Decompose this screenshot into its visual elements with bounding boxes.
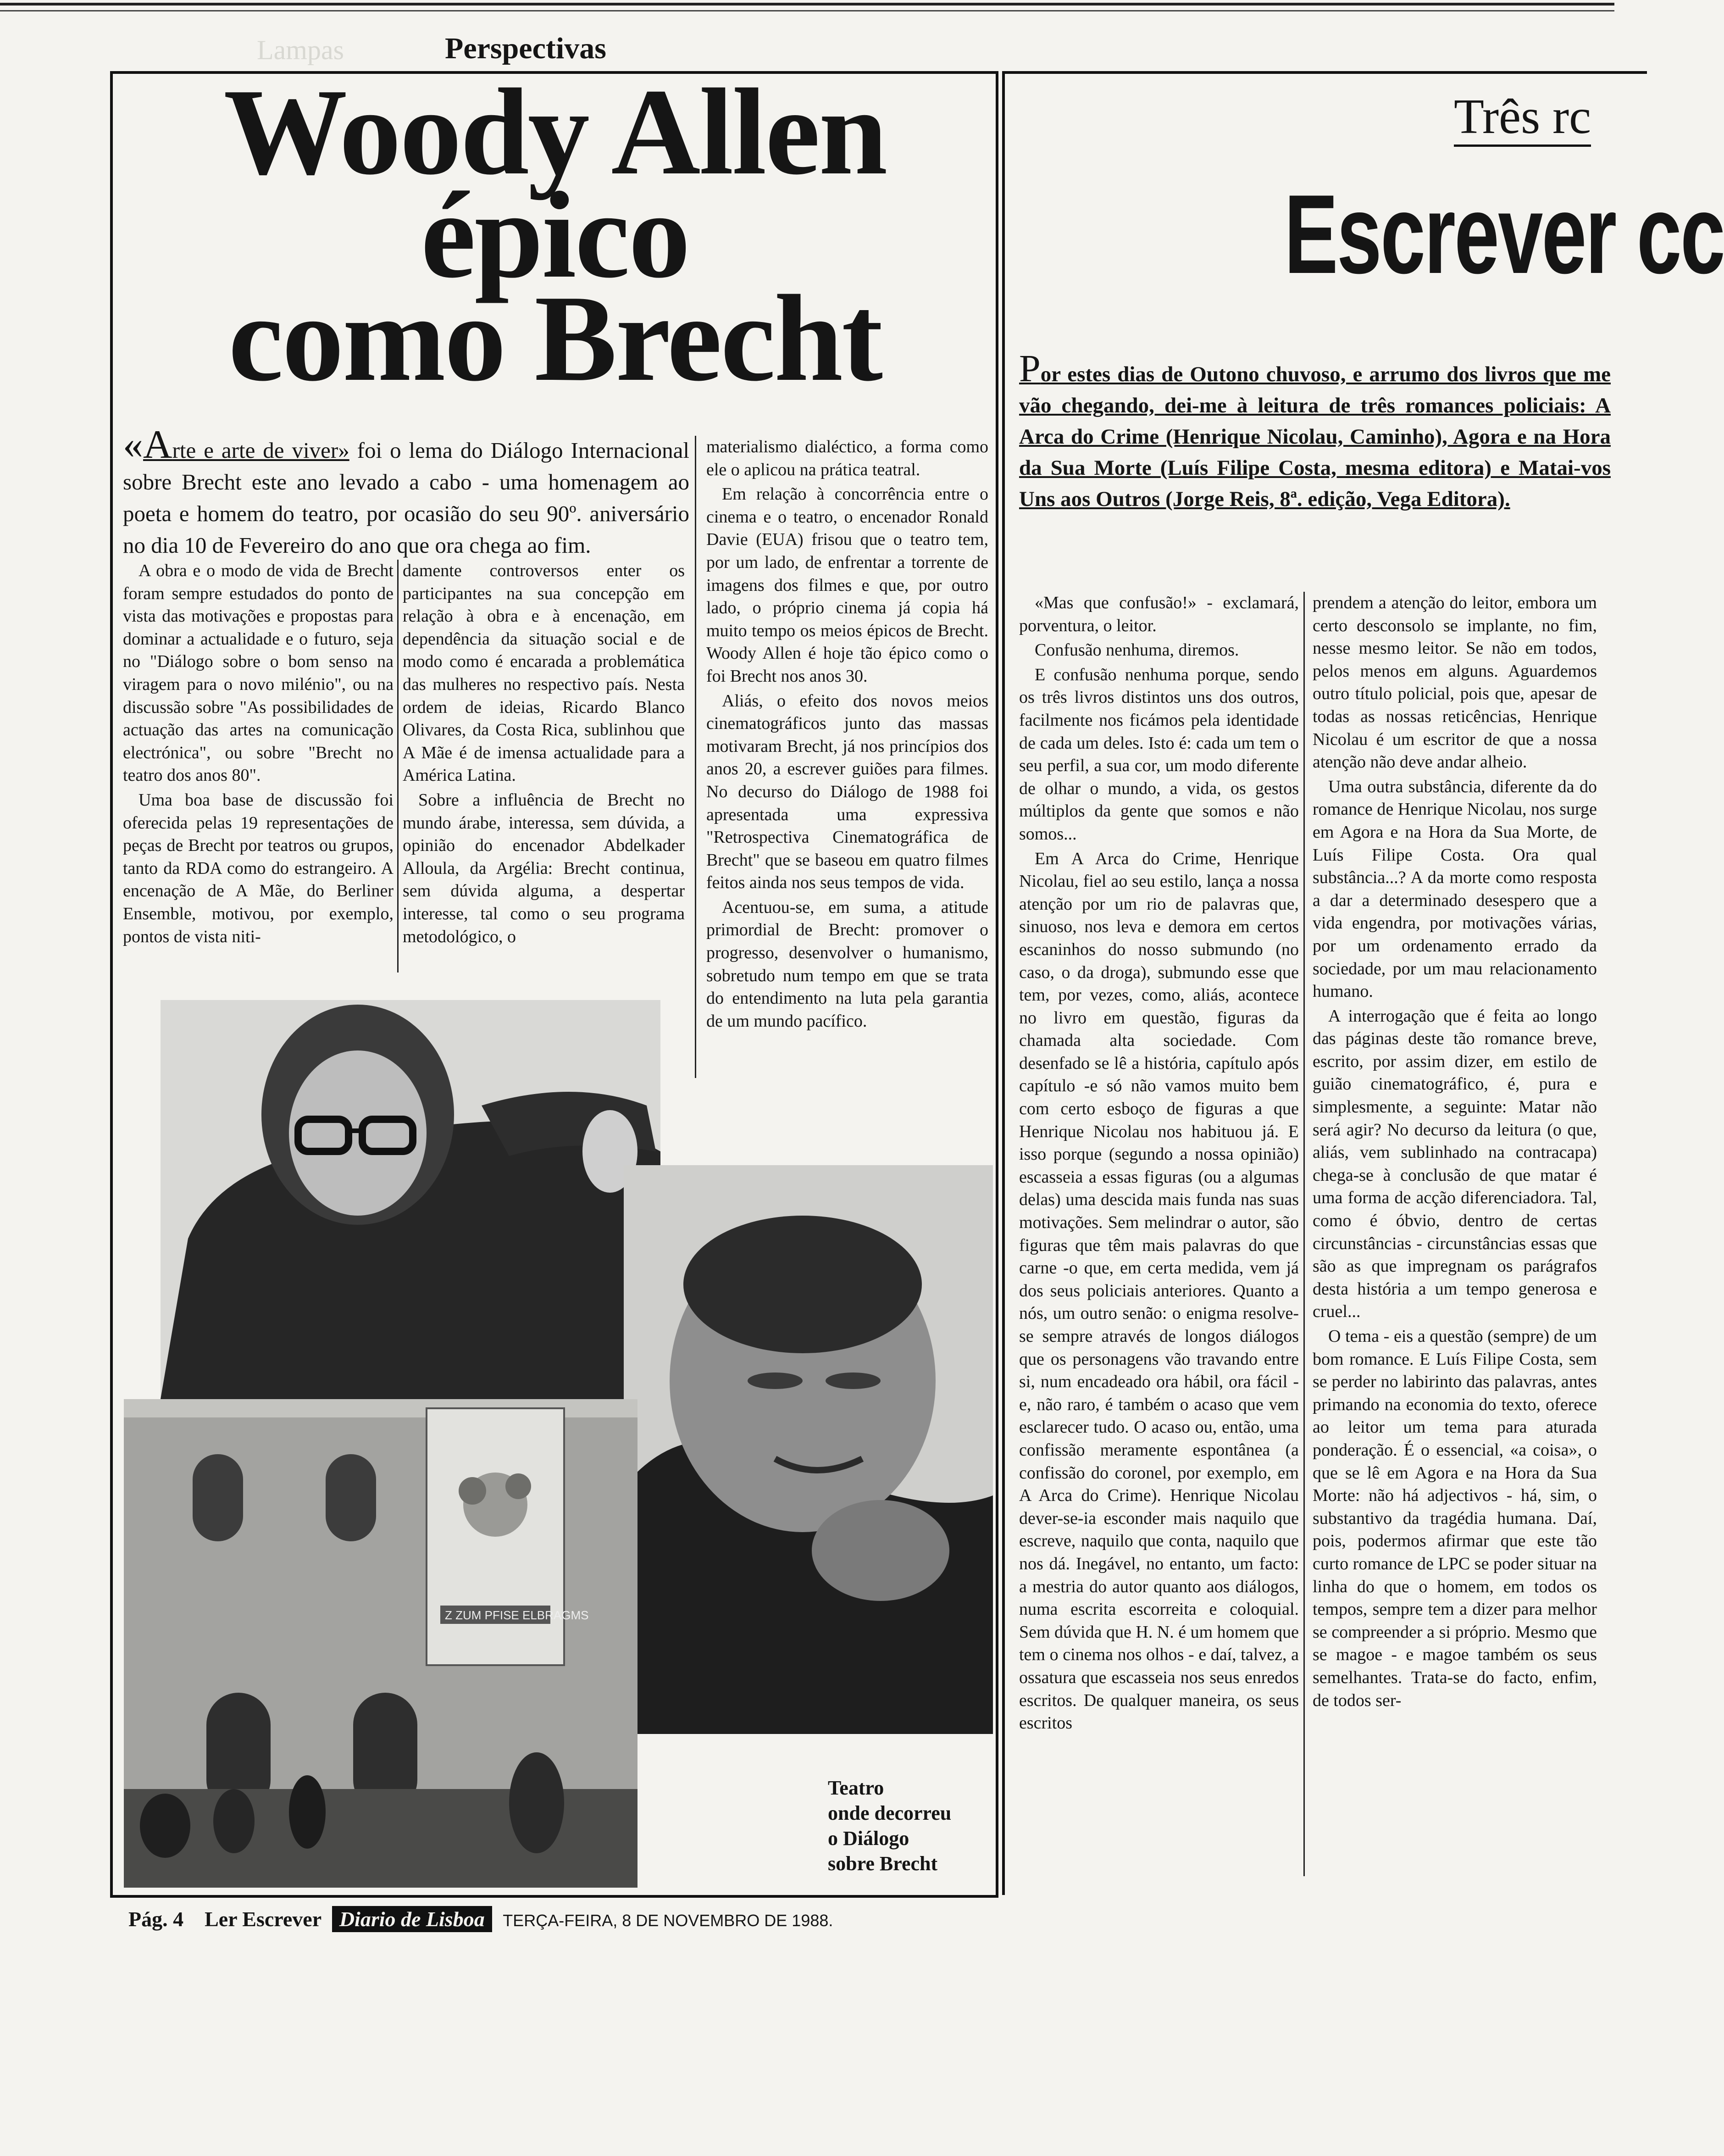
right-lead-paragraph [1019, 347, 1611, 515]
left-column-1 [123, 560, 394, 950]
body-paragraph: A interrogação que é feita ao longo das páginas deste tão romance breve, escrito, por assim dizer, em estilo de guião cinematográfico, é, pura e simplesmente, a seguinte: Matar não será agir? No decurso da leitura (o que, aliás, vem sublinhado na contracapa) chega-se à conclusão de que matar é uma forma de acção diferenciadora. Tal, como é óbvio, dentro de certas circunstâncias - circunstâncias essas que são as que impregnam os parágrafos desta história a um tempo generosa e cruel... [1313, 1006, 1597, 1322]
lead-open-quote: « [123, 422, 143, 467]
left-lead-paragraph [123, 422, 689, 561]
issue-date: TERÇA-FEIRA, 8 DE NOVEMBRO DE 1988. [503, 1911, 833, 1930]
body-paragraph: A obra e o modo de vida de Brecht foram sempre estudados do ponto de vista das motivações e propostas para dominar a actualidade e o futuro, seja no "Diálogo sobre o bom senso na viragem para o novo milénio", ou na discussão sobre "As possibilidades de actuação das artes na comunicação electrónica", ou sobre "Brecht no teatro dos anos 80". [123, 561, 394, 785]
body-paragraph: Confusão nenhuma, diremos. [1035, 640, 1239, 660]
body-paragraph: Em relação à concorrência entre o cinema e o teatro, o encenador Ronald Davie (EUA) frisou que o teatro tem, por um lado, de enfrentar a torrente de imagens dos filmes e que, por outro lado, o próprio cinema já copia há muito tempo os meios épicos de Brecht. Woody Allen é hoje tão épico como o foi Brecht nos anos 30. [706, 484, 988, 686]
body-paragraph: Em A Arca do Crime, Henrique Nicolau, fiel ao seu estilo, lança a nossa atenção por um rio de palavras que, sinuoso, nos leva e demora em certos escaninhos do nosso submundo (no caso, o da droga), submundo esse que tem, por vezes, como, aliás, acontece no livro em questão, figuras da chamada alta sociedade. Com desenfado se lê a história, capítulo após capítulo -e só não vamos muito bem com certo esboço de figuras a que Henrique Nicolau nos habituou já. E isso porque (segundo a nossa opinião) escasseia a essas figuras (ou a algumas delas) uma descida mais funda nas suas motivações. Sem melindrar o autor, são figuras que têm mais palavras do que carne -o que, em certa medida, vem já dos seus policiais anteriores. Quanto a nós, um outro senão: o enigma resolve-se sempre através de longos diálogos que os personagens vão travando entre si, num encadeado ora hábil, ora fácil - e, não raro, é também o acaso que vem esclarecer tudo. O acaso ou, então, uma confissão meramente espontânea (a confissão do coronel, por exemplo, em A Arca do Crime). Henrique Nicolau dever-se-ia esconder mais naquilo que escreve, naquilo que conta, naquilo que nos dá. Inegável, no entanto, um facto: a mestria do autor quanto aos diálogos, numa escrita escorreita e coloquial. Sem dúvida que H. N. é um homem que tem o cinema nos olhos - e daí, talvez, a ossatura que escasseia nos seus enredos escritos. De qualquer maneira, os seus escritos [1019, 849, 1299, 1733]
right-column-2 [1313, 592, 1597, 1714]
body-paragraph: Aliás, o efeito dos novos meios cinematográficos junto das massas motivaram Brecht, já nos princípios dos anos 20, a escrever guiões para filmes. No decurso do Diálogo de 1988 foi apresentada uma expressiva "Retrospectiva Cinematográfica de Brecht" que se baseou em quatro filmes feitos ainda nos seus tempos de vida. [706, 691, 988, 893]
body-paragraph: Sobre a influência de Brecht no mundo árabe, interessa, sem dúvida, a opinião do encenador Abdelkader Alloula, da Argélia: Brecht continua, sem dúvida alguma, a despertar interesse, tal como o seu programa metodológico, o [403, 790, 685, 946]
headline-line-3: como Brecht [228, 270, 882, 407]
caption-line: sobre Brecht [828, 1852, 938, 1875]
body-paragraph: E confusão nenhuma porque, sendo os três livros distintos uns dos outros, facilmente nos ficámos pela identidade de cada um deles. Isto é: cada um tem o seu perfil, a sua cor, um modo diferente de olhar o mundo, a vida, os gestos múltiplos da gente que somos e não somos... [1019, 665, 1299, 844]
left-column-3 [706, 436, 988, 1034]
caption-line: onde decorreu [828, 1802, 952, 1824]
left-column-2 [403, 560, 685, 950]
lead-drop-letter: A [143, 422, 172, 467]
section-label: Perspectivas [445, 32, 606, 65]
newspaper-masthead: Diario de Lisboa [332, 1906, 492, 1932]
headline-line-2: épico [421, 167, 689, 304]
body-paragraph: damente controversos enter os participantes na sua concepção em relação à obra e à encenação, em dependência da situação social e de modo como é encarada a problemática das mulheres no respectivo país. Nesta ordem de ideias, Ricardo Blanco Olivares, da Costa Rica, sublinhou que A Mãe é de imensa actualidade para a América Latina. [403, 561, 685, 785]
left-headline [138, 63, 972, 407]
poster-text: Z ZUM PFISE ELBRAGMS [445, 1608, 589, 1622]
footer-section: Ler Escrever [205, 1907, 322, 1931]
page-footer [128, 1906, 833, 1932]
faint-bleed-text: Lampas [257, 35, 344, 65]
brecht-photo [624, 1165, 993, 1734]
lead-motto: rte e arte de viver» [172, 438, 349, 463]
right-drop-letter: P [1019, 347, 1041, 390]
right-headline: Escrever cc [1284, 171, 1724, 297]
right-lead-text: or estes dias de Outono chuvoso, e arrumo dos livros que me vão chegando, dei-me à leitura de três romances policiais: A Arca do Crime (Henrique Nicolau, Caminho), Agora e na Hora da Sua Morte (Luís Filipe Costa, mesma editora) e Matai-vos Uns aos Outros (Jorge Reis, 8ª. edição, Vega Editora). [1019, 362, 1611, 511]
body-paragraph: Uma boa base de discussão foi oferecida pelas 19 representações de peças de Brecht por teatros ou grupos, tanto da RDA como do estrangeiro. A encenação de A Mãe, do Berliner Ensemble, motivou, por exemplo, pontos de vista niti- [123, 790, 394, 946]
body-paragraph: prendem a atenção do leitor, embora um certo desconsolo se implante, no fim, nesse mesmo leitor. Se não em todos, pelos menos em alguns. Aguardemos outro título policial, pois que, apesar de todas as nossas reticências, Henrique Nicolau é um escritor de que a nossa atenção não deve andar alheio. [1313, 593, 1597, 772]
lead-text: foi o lema do Diálogo Internacional sobre Brecht este ano levado a cabo - uma homenagem ao poeta e homem do teatro, por ocasião do seu 90º. aniversário no dia 10 de Fevereiro do ano que ora chega ao fim. [123, 438, 689, 558]
right-column-1 [1019, 592, 1299, 1737]
body-paragraph: Acentuou-se, em suma, a atitude primordial de Brecht: promover o progresso, desenvolver o humanismo, sobretudo num tempo em que se trata do entendimento na luta pela garantia de um mundo pacífico. [706, 897, 988, 1031]
headline-line-1: Woody Allen [223, 63, 887, 200]
column-divider [695, 436, 696, 1078]
body-paragraph: O tema - eis a questão (sempre) de um bom romance. E Luís Filipe Costa, sem se perder no labirinto das palavras, antes primando na economia do texto, oferece ao leitor um tema para aturada ponderação. É o essencial, «a coisa», o que se lê em Agora e na Hora da Sua Morte: não há adjectivos - há, sim, o substantivo da tragédia humana. Daí, pois, podermos afirmar que este tão curto romance de LPC se poder situar na linha do que o homem, em todos os tempos, sempre tem a dizer para melhor se compreender a si próprio. Mesmo que se magoe - e magoe também os seus semelhantes. Trata-se do facto, enfim, de todos ser- [1313, 1327, 1597, 1710]
woody-allen-photo [161, 1000, 660, 1399]
photo-collage [124, 1000, 993, 1888]
photo-caption [828, 1775, 984, 1876]
top-rule [0, 3, 1614, 11]
right-kicker: Três rc [1454, 89, 1591, 147]
theatre-photo [124, 1399, 637, 1888]
column-divider [1303, 592, 1305, 1876]
body-paragraph: «Mas que confusão!» - exclamará, porventura, o leitor. [1019, 593, 1299, 635]
caption-line: Teatro [828, 1777, 884, 1799]
page-number: Pág. 4 [128, 1907, 184, 1931]
body-paragraph: materialismo dialéctico, a forma como ele o aplicou na prática teatral. [706, 437, 988, 479]
body-paragraph: Uma outra substância, diferente da do romance de Henrique Nicolau, nos surge em Agora e na Hora da Sua Morte, de Luís Filipe Costa. Ora qual substância...? A da morte como resposta a dar a determinado desespero que a vida engendra, por motivações várias, por um ordenamento errado da sociedade, por um mau relacionamento humano. [1313, 777, 1597, 1001]
column-divider [397, 560, 399, 972]
caption-line: o Diálogo [828, 1827, 909, 1850]
